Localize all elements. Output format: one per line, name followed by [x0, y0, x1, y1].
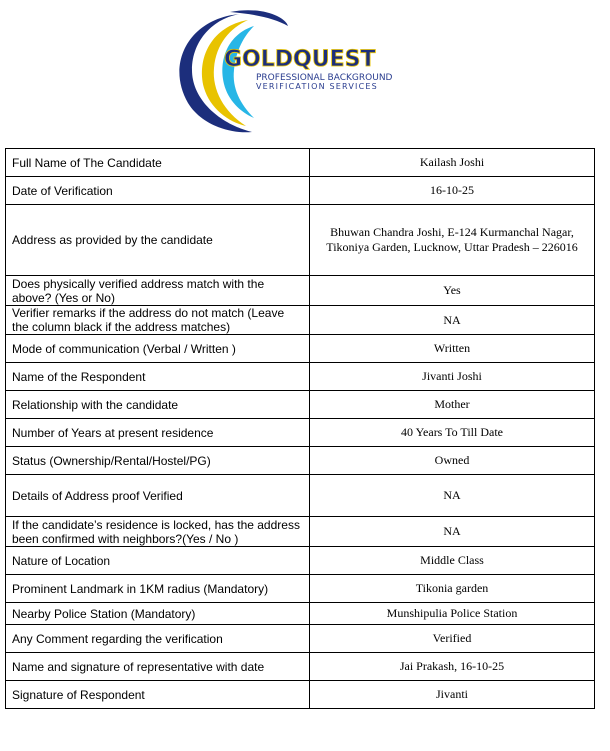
table-row — [6, 517, 595, 547]
row-value: Yes — [310, 276, 595, 306]
table-row — [6, 306, 595, 335]
row-label: Address as provided by the candidate — [6, 205, 310, 276]
row-value: Owned — [310, 447, 595, 475]
row-label: Signature of Respondent — [6, 681, 310, 709]
table-row — [6, 447, 595, 475]
row-value: Middle Class — [310, 547, 595, 575]
table-row — [6, 681, 595, 709]
row-value: Bhuwan Chandra Joshi, E-124 Kurmanchal Nagar, Tikoniya Garden, Lucknow, Uttar Pradesh – 226016 — [310, 205, 595, 276]
row-value: Jivanti Joshi — [310, 363, 595, 391]
row-value: NA — [310, 475, 595, 517]
row-label: If the candidate’s residence is locked, has the address been confirmed with neighbors?(Yes / No ) — [6, 517, 310, 547]
table-row — [6, 177, 595, 205]
table-row — [6, 149, 595, 177]
table-row — [6, 625, 595, 653]
row-value: Mother — [310, 391, 595, 419]
table-row — [6, 363, 595, 391]
row-value: Jivanti — [310, 681, 595, 709]
row-value: NA — [310, 517, 595, 547]
row-label: Nearby Police Station (Mandatory) — [6, 603, 310, 625]
verification-table — [5, 148, 595, 709]
table-row — [6, 335, 595, 363]
goldquest-logo-graphic — [170, 8, 434, 136]
row-label: Status (Ownership/Rental/Hostel/PG) — [6, 447, 310, 475]
row-label: Full Name of The Candidate — [6, 149, 310, 177]
row-label: Does physically verified address match with the above? (Yes or No) — [6, 276, 310, 306]
row-label: Mode of communication (Verbal / Written ) — [6, 335, 310, 363]
row-label: Relationship with the candidate — [6, 391, 310, 419]
row-value: Kailash Joshi — [310, 149, 595, 177]
row-label: Verifier remarks if the address do not match (Leave the column black if the address matches) — [6, 306, 310, 335]
row-label: Prominent Landmark in 1KM radius (Mandatory) — [6, 575, 310, 603]
row-value: Munshipulia Police Station — [310, 603, 595, 625]
row-label: Name and signature of representative with date — [6, 653, 310, 681]
goldquest-logo — [170, 8, 434, 136]
table-row — [6, 575, 595, 603]
table-row — [6, 547, 595, 575]
row-value: 40 Years To Till Date — [310, 419, 595, 447]
row-value: Jai Prakash, 16-10-25 — [310, 653, 595, 681]
table-row — [6, 603, 595, 625]
row-value: NA — [310, 306, 595, 335]
table-row — [6, 205, 595, 276]
row-value: Written — [310, 335, 595, 363]
row-value: Verified — [310, 625, 595, 653]
row-label: Details of Address proof Verified — [6, 475, 310, 517]
table-row — [6, 653, 595, 681]
table-row — [6, 391, 595, 419]
table-row — [6, 475, 595, 517]
row-label: Nature of Location — [6, 547, 310, 575]
row-label: Any Comment regarding the verification — [6, 625, 310, 653]
row-label: Number of Years at present residence — [6, 419, 310, 447]
table-row — [6, 276, 595, 306]
row-value: Tikonia garden — [310, 575, 595, 603]
logo-brand-text: GOLDQUEST — [224, 47, 376, 72]
logo-tagline-line2: VERIFICATION SERVICES — [256, 82, 378, 91]
row-label: Name of the Respondent — [6, 363, 310, 391]
row-label: Date of Verification — [6, 177, 310, 205]
table-row — [6, 419, 595, 447]
row-value: 16-10-25 — [310, 177, 595, 205]
logo-tagline-line1: PROFESSIONAL BACKGROUND — [256, 73, 393, 83]
